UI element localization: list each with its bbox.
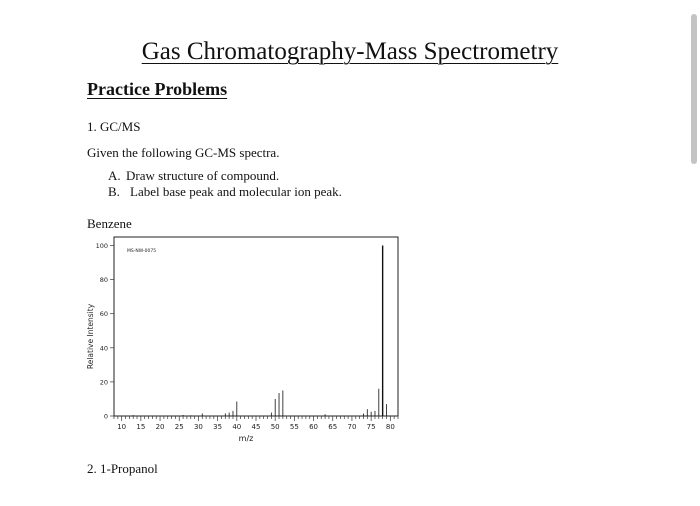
y-axis-label: Relative Intensity <box>86 303 95 370</box>
y-tick-label: 0 <box>103 412 108 421</box>
section-heading: Practice Problems <box>87 79 228 99</box>
x-tick-label: 10 <box>117 423 127 431</box>
x-tick-label: 30 <box>193 423 203 431</box>
problem-1-heading: 1. GC/MS <box>87 119 141 134</box>
x-tick-label: 40 <box>232 423 242 431</box>
x-tick-label: 70 <box>347 423 357 431</box>
y-tick-label: 80 <box>99 276 108 285</box>
x-tick-label: 75 <box>366 423 376 431</box>
y-tick-label: 60 <box>99 310 108 319</box>
compound-label: Benzene <box>87 216 132 231</box>
document-title: Gas Chromatography-Mass Spectrometry <box>141 38 559 65</box>
spectrum-id-annotation: MS-NW-0075 <box>127 249 157 254</box>
vertical-scrollbar[interactable] <box>688 0 700 506</box>
x-tick-label: 20 <box>155 423 165 431</box>
task-a-text: Draw structure of compound. <box>126 168 280 183</box>
x-tick-label: 25 <box>174 423 184 431</box>
y-tick-label: 100 <box>95 242 108 251</box>
x-tick-label: 65 <box>328 423 338 431</box>
x-tick-label: 35 <box>213 423 223 431</box>
y-tick-label: 20 <box>99 378 108 387</box>
x-axis-label: m/z <box>238 434 254 443</box>
problem-2-heading: 2. 1-Propanol <box>87 461 158 476</box>
task-b-text: Label base peak and molecular ion peak. <box>130 184 342 199</box>
plot-frame <box>114 237 398 416</box>
x-tick-label: 15 <box>136 423 146 431</box>
task-b-marker: B. <box>108 184 120 199</box>
task-a-marker: A. <box>108 168 121 183</box>
x-tick-label: 55 <box>289 423 299 431</box>
problem-1-intro: Given the following GC-MS spectra. <box>87 145 280 160</box>
x-tick-label: 60 <box>309 423 319 431</box>
x-tick-label: 50 <box>270 423 280 431</box>
mass-spectrum-chart <box>84 235 404 450</box>
scrollbar-thumb[interactable] <box>691 14 697 164</box>
x-tick-label: 80 <box>385 423 395 431</box>
x-tick-label: 45 <box>251 423 261 431</box>
y-tick-label: 40 <box>99 344 108 353</box>
